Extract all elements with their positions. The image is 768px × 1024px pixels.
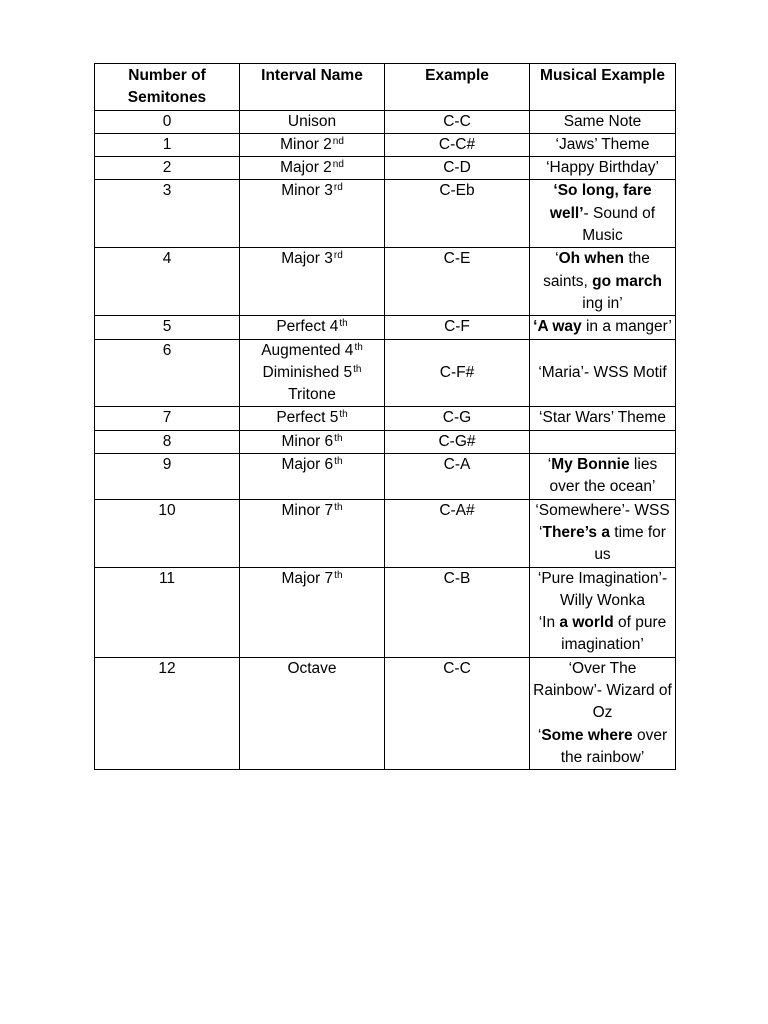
interval-name-line	[243, 431, 381, 453]
cell-musical-example	[530, 407, 676, 430]
lyric-highlight: ‘A way	[533, 318, 582, 336]
interval-name-line	[243, 362, 381, 384]
lyric-highlight: Oh when	[558, 250, 625, 268]
interval-name-line	[243, 316, 381, 338]
ordinal-suffix: th	[334, 569, 343, 581]
interval-name-line	[243, 500, 381, 522]
interval-name-line	[243, 454, 381, 476]
musical-example-text: ‘Happy Birthday’	[546, 159, 659, 177]
cell-musical-example	[530, 454, 676, 500]
header-example: Example	[385, 64, 530, 111]
interval-name-text: Minor 3	[281, 182, 333, 200]
cell-example: C-G	[385, 407, 530, 430]
ordinal-suffix: th	[354, 341, 363, 353]
cell-semitones: 11	[95, 567, 240, 657]
interval-name-text: Minor 2	[280, 135, 332, 153]
cell-interval-name	[240, 657, 385, 769]
cell-musical-example	[530, 110, 676, 133]
interval-name-line	[243, 568, 381, 590]
lyric-highlight: There’s a	[542, 523, 610, 541]
interval-name-line	[243, 157, 381, 179]
ordinal-suffix: th	[334, 432, 343, 444]
musical-example-text: ing in’	[582, 294, 623, 312]
cell-interval-name	[240, 499, 385, 567]
ordinal-suffix: rd	[333, 250, 343, 262]
header-row	[95, 64, 676, 111]
cell-example: C-Eb	[385, 180, 530, 248]
cell-semitones: 1	[95, 133, 240, 156]
cell-semitones: 2	[95, 157, 240, 180]
musical-example-text: ‘Pure Imagination’- Willy Wonka	[537, 569, 668, 609]
cell-musical-example	[530, 133, 676, 156]
interval-name-line	[243, 180, 381, 202]
musical-example-text: lies over the ocean’	[549, 456, 658, 496]
ordinal-suffix: th	[334, 501, 343, 513]
cell-semitones: 10	[95, 499, 240, 567]
cell-interval-name	[240, 110, 385, 133]
cell-musical-example	[530, 339, 676, 407]
ordinal-suffix: th	[339, 409, 348, 421]
cell-example: C-C#	[385, 133, 530, 156]
cell-example: C-C	[385, 657, 530, 769]
table-row	[95, 157, 676, 180]
interval-name-line	[243, 340, 381, 362]
musical-example-text: of pure imagination’	[561, 614, 667, 654]
table-row	[95, 407, 676, 430]
ordinal-suffix: th	[334, 456, 343, 468]
musical-example-text: ‘Over The Rainbow’- Wizard of Oz	[533, 659, 672, 722]
musical-example-text: in a manger’	[581, 318, 672, 336]
musical-example-text: ‘Star Wars’ Theme	[539, 409, 666, 427]
cell-semitones: 4	[95, 248, 240, 316]
musical-example-text: ‘	[539, 523, 543, 541]
cell-musical-example	[530, 180, 676, 248]
cell-example: C-B	[385, 567, 530, 657]
interval-name-line	[243, 658, 381, 680]
musical-example-text: ‘Somewhere’- WSS	[535, 501, 670, 519]
cell-example: C-C	[385, 110, 530, 133]
table-row	[95, 248, 676, 316]
cell-interval-name	[240, 180, 385, 248]
interval-name-text: Octave	[287, 659, 337, 677]
table-row	[95, 110, 676, 133]
cell-musical-example	[530, 499, 676, 567]
intervals-table	[94, 63, 676, 770]
lyric-highlight: Some where	[541, 726, 633, 744]
header-musical-example: Musical Example	[530, 64, 676, 111]
cell-semitones: 5	[95, 316, 240, 339]
interval-name-line	[243, 384, 381, 406]
interval-name-text: Major 7	[281, 569, 334, 587]
interval-name-text: Major 6	[281, 456, 334, 474]
musical-example-text: ‘	[555, 250, 559, 268]
cell-interval-name	[240, 430, 385, 453]
interval-name-text: Major 2	[280, 159, 332, 177]
cell-semitones: 0	[95, 110, 240, 133]
ordinal-suffix: nd	[332, 159, 344, 171]
interval-name-text: Minor 6	[281, 432, 334, 450]
musical-example-text: - Sound of Music	[582, 204, 656, 245]
cell-semitones: 7	[95, 407, 240, 430]
cell-interval-name	[240, 133, 385, 156]
cell-semitones: 12	[95, 657, 240, 769]
interval-name-text: Minor 7	[281, 501, 334, 519]
musical-example-text: ‘Maria’- WSS Motif	[538, 363, 667, 381]
musical-example-text: the saints,	[543, 250, 650, 290]
cell-musical-example	[530, 430, 676, 453]
header-interval-name: Interval Name	[240, 64, 385, 111]
interval-name-line	[243, 134, 381, 156]
cell-interval-name	[240, 407, 385, 430]
interval-name-line	[243, 248, 381, 270]
cell-example: C-F	[385, 316, 530, 339]
cell-interval-name	[240, 339, 385, 407]
interval-name-text: Perfect 5	[276, 409, 339, 427]
cell-interval-name	[240, 248, 385, 316]
table-row	[95, 430, 676, 453]
interval-name-text: Perfect 4	[276, 318, 339, 336]
table-row	[95, 657, 676, 769]
interval-name-text: Augmented 4	[261, 341, 354, 359]
table-row	[95, 339, 676, 407]
interval-name-text: Diminished 5	[262, 363, 353, 381]
table-row	[95, 316, 676, 339]
cell-example: C-G#	[385, 430, 530, 453]
ordinal-suffix: rd	[333, 182, 343, 194]
cell-musical-example	[530, 157, 676, 180]
ordinal-suffix: th	[339, 318, 348, 330]
table-row	[95, 180, 676, 248]
interval-name-line	[243, 111, 381, 133]
cell-musical-example	[530, 248, 676, 316]
table-header	[95, 64, 676, 111]
header-semitones: Number of Semitones	[95, 64, 240, 111]
ordinal-suffix: nd	[332, 135, 344, 147]
cell-interval-name	[240, 316, 385, 339]
cell-semitones: 9	[95, 454, 240, 500]
musical-example-text: ‘	[537, 726, 542, 744]
cell-example: C-A	[385, 454, 530, 500]
interval-name-line	[243, 407, 381, 429]
interval-name-text: Unison	[287, 112, 337, 130]
lyric-highlight: go march	[592, 272, 662, 290]
lyric-highlight: a world	[559, 614, 614, 632]
cell-semitones: 8	[95, 430, 240, 453]
lyric-highlight: ‘So long, fare well’	[549, 182, 652, 222]
cell-semitones: 6	[95, 339, 240, 407]
lyric-highlight: My Bonnie	[551, 456, 630, 474]
cell-interval-name	[240, 157, 385, 180]
cell-example: C-D	[385, 157, 530, 180]
interval-name-text: Major 3	[281, 250, 333, 268]
cell-musical-example	[530, 567, 676, 657]
cell-example: C-A#	[385, 499, 530, 567]
interval-name-text: Tritone	[288, 386, 336, 404]
cell-musical-example	[530, 316, 676, 339]
musical-example-text: time for us	[594, 523, 666, 564]
cell-example: C-F#	[385, 339, 530, 407]
cell-semitones: 3	[95, 180, 240, 248]
musical-example-text: ‘In	[538, 614, 560, 632]
table-row	[95, 133, 676, 156]
cell-interval-name	[240, 567, 385, 657]
ordinal-suffix: th	[353, 363, 362, 375]
musical-example-text: ‘	[547, 456, 552, 474]
cell-musical-example	[530, 657, 676, 769]
cell-interval-name	[240, 454, 385, 500]
table-row	[95, 499, 676, 567]
musical-example-text: ‘Jaws’ Theme	[555, 135, 650, 153]
cell-example: C-E	[385, 248, 530, 316]
table-row	[95, 567, 676, 657]
table-row	[95, 454, 676, 500]
musical-example-text: Same Note	[563, 112, 642, 130]
table-body	[95, 110, 676, 770]
musical-example-text: over the rainbow’	[560, 726, 668, 766]
